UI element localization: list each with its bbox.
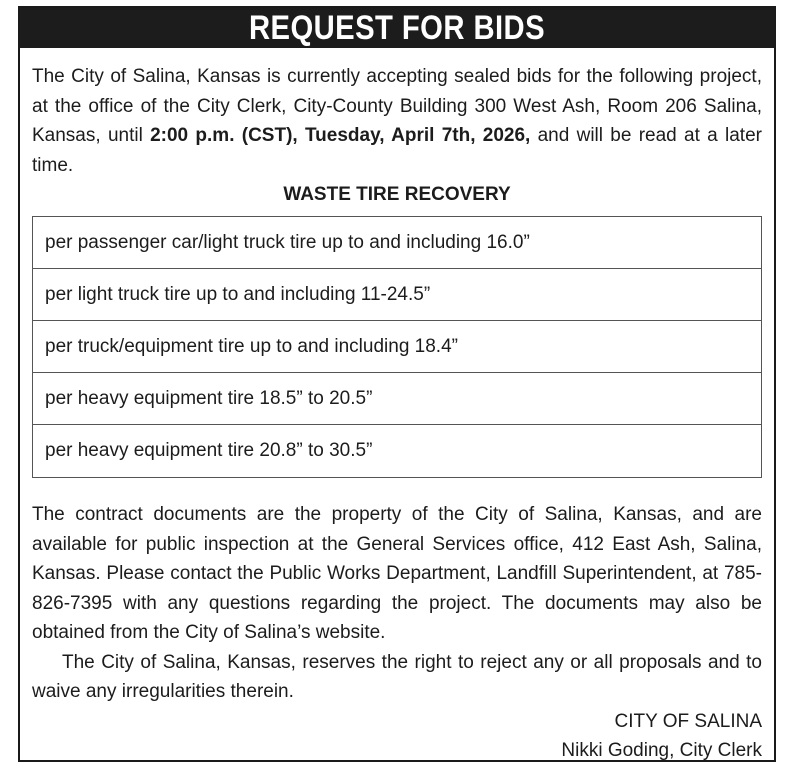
intro-paragraph xyxy=(32,62,762,180)
bid-item-row: per light truck tire up to and including 11-24.5” xyxy=(33,269,761,321)
bid-items-table xyxy=(32,216,762,478)
bid-item-row: per heavy equipment tire 20.8” to 30.5” xyxy=(45,440,373,461)
bid-item-row: per heavy equipment tire 18.5” to 20.5” xyxy=(33,373,761,425)
bid-notice xyxy=(18,6,776,762)
notice-body xyxy=(20,62,774,766)
project-title: WASTE TIRE RECOVERY xyxy=(283,184,511,205)
reservation-paragraph: The City of Salina, Kansas, reserves the right to reject any or all proposals and to waive any irregularities therein. xyxy=(32,651,762,702)
signature-org: CITY OF SALINA xyxy=(614,710,762,732)
signature-name: Nikki Goding, City Clerk xyxy=(561,740,762,761)
bid-item-row: per passenger car/light truck tire up to and including 16.0” xyxy=(33,217,761,269)
intro-text-after: and will be read at a later time. xyxy=(32,125,762,176)
notice-title: REQUEST FOR BIDS xyxy=(73,8,721,48)
title-bar xyxy=(20,8,774,48)
bid-item-row: per truck/equipment tire up to and including 18.4” xyxy=(33,321,761,373)
bid-deadline: 2:00 p.m. (CST), Tuesday, April 7th, 2026, xyxy=(150,125,531,146)
intro-text-before: The City of Salina, Kansas is currently accepting sealed bids for the following project, at the office of the City Clerk, City-County Building 300 West Ash, Room 206 Salina, Kansas, until xyxy=(32,66,762,146)
contract-paragraph: The contract documents are the property of the City of Salina, Kansas, and are available for public inspection at the General Services office, 412 East Ash, Salina, Kansas. Please contact the Public Works Department, Landfill Superintendent, at 785-826-7395 with any questions regarding the project. The documents may also be obtained from the City of Salina’s website. xyxy=(32,504,762,643)
